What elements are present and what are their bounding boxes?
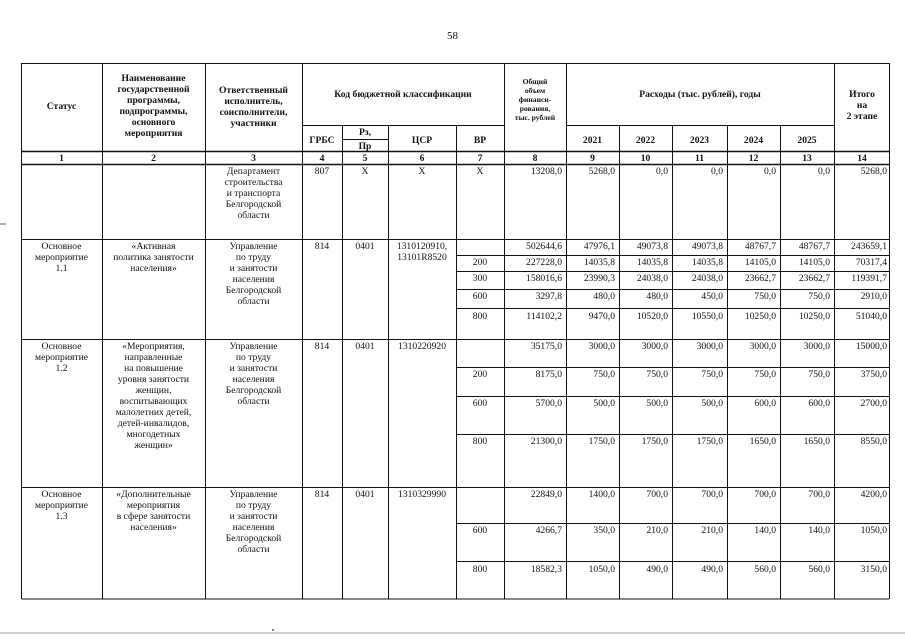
column-number: 1	[59, 153, 64, 164]
value-cell: 5700,0	[535, 398, 562, 409]
status-cell: Основное мероприятие 1.1	[35, 241, 88, 274]
value-cell: 22849,0	[530, 489, 562, 500]
value-cell: 4200,0	[860, 489, 887, 500]
value-cell: 1750,0	[696, 436, 723, 447]
vr-cell: 600	[472, 525, 488, 536]
value-cell: 350,0	[593, 525, 615, 536]
value-cell: 0,0	[656, 166, 668, 177]
value-cell: 1650,0	[803, 436, 830, 447]
status-cell: Основное мероприятие 1.2	[35, 341, 88, 374]
vr-cell: 800	[472, 436, 488, 447]
value-cell: 750,0	[808, 369, 830, 380]
vr-cell: 800	[472, 311, 488, 322]
value-cell: 23662,7	[798, 273, 830, 284]
vr-cell: 600	[472, 398, 488, 409]
value-cell: 35175,0	[530, 341, 562, 352]
value-cell: 5268,0	[588, 166, 615, 177]
value-cell: 10250,0	[798, 311, 830, 322]
value-cell: 48767,7	[744, 241, 776, 252]
value-cell: 750,0	[808, 291, 830, 302]
csr-cell: X	[418, 166, 426, 177]
header-year-2023: 2023	[689, 135, 710, 146]
value-cell: 8550,0	[860, 436, 887, 447]
value-cell: 500,0	[701, 398, 723, 409]
value-cell: 490,0	[646, 564, 668, 575]
column-number: 13	[802, 153, 812, 164]
value-cell: 119391,7	[851, 273, 887, 284]
value-cell: 9470,0	[588, 311, 615, 322]
value-cell: 3000,0	[588, 341, 615, 352]
value-cell: 750,0	[754, 369, 776, 380]
value-cell: 480,0	[646, 291, 668, 302]
value-cell: 24038,0	[691, 273, 723, 284]
grbs-cell: 807	[314, 166, 330, 177]
value-cell: 1050,0	[588, 564, 615, 575]
value-cell: 0,0	[764, 166, 776, 177]
header-vr: ВР	[473, 135, 487, 146]
name-cell: «Мероприятия, направленные на повышение уровня занятости женщин, воспитывающих малолетних детей, детей-инвалидов, многодетных женщин»	[115, 341, 192, 451]
header-grbs: ГРБС	[309, 135, 335, 146]
value-cell: 0,0	[818, 166, 830, 177]
header-executor: Ответственный исполнитель, соисполнители, участники	[219, 85, 288, 129]
name-cell: «Активная политика занятости населения»	[113, 241, 194, 274]
header-expenses: Расходы (тыс. рублей), годы	[639, 89, 761, 100]
column-number: 3	[251, 153, 256, 164]
scan-speck	[272, 629, 274, 631]
value-cell: 14105,0	[798, 257, 830, 268]
value-cell: 24038,0	[636, 273, 668, 284]
rzpr-cell: 0401	[355, 341, 375, 352]
name-cell: «Дополнительные мероприятия в сфере занятости населения»	[116, 489, 191, 533]
value-cell: 49073,8	[636, 241, 668, 252]
value-cell: 1750,0	[641, 436, 668, 447]
value-cell: 227228,0	[526, 257, 562, 268]
value-cell: 3750,0	[860, 369, 887, 380]
value-cell: 1750,0	[588, 436, 615, 447]
value-cell: 480,0	[593, 291, 615, 302]
grbs-cell: 814	[314, 241, 330, 252]
column-number: 2	[151, 153, 156, 164]
value-cell: 23990,3	[583, 273, 615, 284]
value-cell: 14105,0	[744, 257, 776, 268]
column-number: 5	[362, 153, 368, 164]
value-cell: 140,0	[808, 525, 830, 536]
vr-cell: X	[476, 166, 484, 177]
value-cell: 560,0	[754, 564, 776, 575]
value-cell: 210,0	[646, 525, 668, 536]
value-cell: 2700,0	[860, 398, 887, 409]
vr-cell: 600	[472, 291, 488, 302]
value-cell: 15000,0	[855, 341, 887, 352]
value-cell: 750,0	[646, 369, 668, 380]
value-cell: 23662,7	[744, 273, 776, 284]
value-cell: 3000,0	[641, 341, 668, 352]
value-cell: 14035,8	[636, 257, 668, 268]
value-cell: 10250,0	[744, 311, 776, 322]
header-year-2021: 2021	[582, 135, 603, 146]
value-cell: 70317,4	[855, 257, 887, 268]
executor-cell: Управление по труду и занятости населения Белгородской области	[225, 489, 282, 555]
value-cell: 750,0	[754, 291, 776, 302]
value-cell: 600,0	[808, 398, 830, 409]
value-cell: 1050,0	[860, 525, 887, 536]
status-cell: Основное мероприятие 1.3	[35, 489, 88, 522]
grbs-cell: 814	[314, 489, 330, 500]
header-csr: ЦСР	[411, 135, 433, 146]
value-cell: 210,0	[701, 525, 723, 536]
page-number: 58	[447, 30, 458, 42]
header-status: Статус	[46, 101, 77, 112]
value-cell: 502644,6	[526, 241, 562, 252]
csr-cell: 1310329990	[398, 489, 446, 500]
rzpr-cell: 0401	[355, 241, 375, 252]
value-cell: 700,0	[808, 489, 830, 500]
column-number: 10	[640, 153, 651, 164]
value-cell: 51040,0	[855, 311, 887, 322]
executor-cell: Департамент строительства и транспорта Белгородской области	[224, 166, 283, 221]
value-cell: 750,0	[701, 369, 723, 380]
executor-cell: Управление по труду и занятости населения Белгородской области	[225, 241, 282, 307]
header-year-2024: 2024	[743, 135, 764, 146]
header-pr: Пр	[358, 141, 372, 152]
vr-cell: 200	[472, 369, 488, 380]
value-cell: 490,0	[701, 564, 723, 575]
value-cell: 560,0	[808, 564, 830, 575]
value-cell: 5268,0	[860, 166, 887, 177]
value-cell: 1650,0	[749, 436, 776, 447]
value-cell: 18582,3	[530, 564, 562, 575]
value-cell: 500,0	[646, 398, 668, 409]
csr-cell: 1310120910, 13101R8520	[396, 241, 448, 263]
value-cell: 158016,6	[526, 273, 562, 284]
value-cell: 600,0	[754, 398, 776, 409]
column-number: 11	[694, 153, 705, 164]
value-cell: 3150,0	[860, 564, 887, 575]
header-year-2022: 2022	[635, 135, 656, 146]
value-cell: 3000,0	[749, 341, 776, 352]
value-cell: 10550,0	[691, 311, 723, 322]
column-number: 14	[857, 153, 867, 164]
executor-cell: Управление по труду и занятости населения Белгородской области	[225, 341, 282, 407]
value-cell: 700,0	[701, 489, 723, 500]
column-number: 4	[319, 153, 325, 164]
value-cell: 1400,0	[588, 489, 615, 500]
header-rz: Рз,	[358, 127, 372, 138]
column-number: 8	[532, 153, 538, 164]
rzpr-cell: X	[361, 166, 369, 177]
value-cell: 243659,1	[851, 241, 887, 252]
value-cell: 3297,8	[535, 291, 562, 302]
value-cell: 0,0	[711, 166, 723, 177]
header-program-name: Наименование государственной программы, подпрограммы, основного мероприятия	[117, 73, 190, 139]
value-cell: 13208,0	[530, 166, 562, 177]
value-cell: 3000,0	[696, 341, 723, 352]
vr-cell: 200	[472, 257, 488, 268]
value-cell: 14035,8	[691, 257, 723, 268]
vr-cell: 300	[472, 273, 488, 284]
column-number: 12	[748, 153, 759, 164]
value-cell: 49073,8	[691, 241, 723, 252]
value-cell: 21300,0	[530, 436, 562, 447]
value-cell: 114102,2	[526, 311, 562, 322]
header-year-2025: 2025	[797, 135, 817, 146]
header-total-volume: Общий объем финанси- рования, тыс. рублей	[514, 77, 556, 122]
column-number: 9	[590, 153, 595, 164]
value-cell: 47976,1	[583, 241, 615, 252]
value-cell: 450,0	[701, 291, 723, 302]
value-cell: 4266,7	[535, 525, 562, 536]
value-cell: 700,0	[646, 489, 668, 500]
value-cell: 2910,0	[860, 291, 887, 302]
vr-cell: 800	[472, 564, 488, 575]
value-cell: 700,0	[754, 489, 776, 500]
value-cell: 140,0	[754, 525, 776, 536]
rzpr-cell: 0401	[355, 489, 375, 500]
csr-cell: 1310220920	[398, 341, 446, 352]
budget-table	[21, 63, 890, 600]
grbs-cell: 814	[314, 341, 330, 352]
header-budget-code: Код бюджетной классификации	[334, 89, 472, 100]
value-cell: 3000,0	[803, 341, 830, 352]
value-cell: 8175,0	[535, 369, 562, 380]
value-cell: 10520,0	[636, 311, 668, 322]
value-cell: 750,0	[593, 369, 615, 380]
value-cell: 14035,8	[583, 257, 615, 268]
value-cell: 48767,7	[798, 241, 830, 252]
header-total-stage: Итого на 2 этапе	[846, 89, 878, 122]
column-number: 7	[477, 153, 483, 164]
column-number: 6	[419, 153, 425, 164]
value-cell: 500,0	[593, 398, 615, 409]
